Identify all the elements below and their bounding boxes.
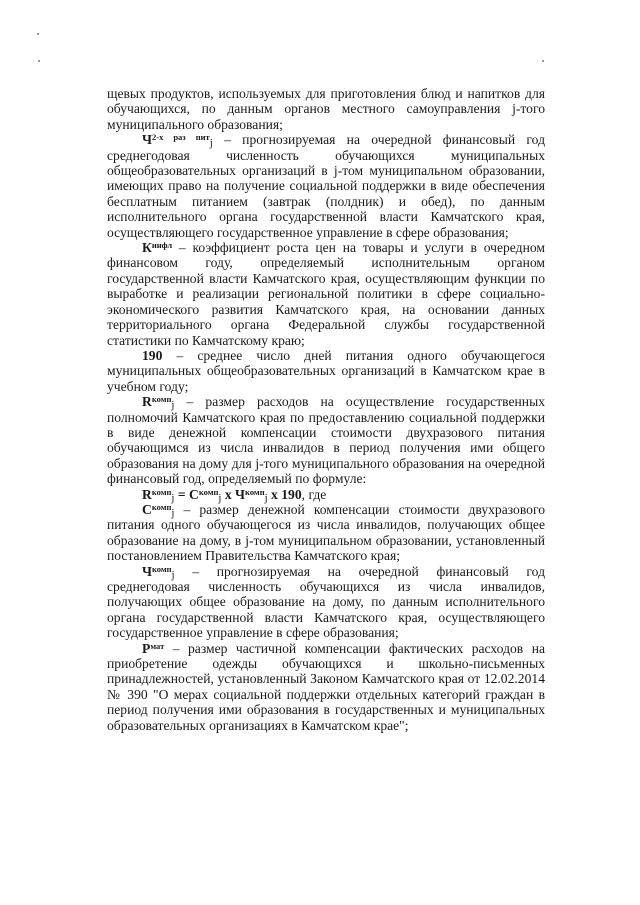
- symbol: 190: [142, 347, 163, 363]
- paragraph-inflation-coefficient: [107, 240, 545, 348]
- symbol-superscript: комп: [151, 563, 172, 574]
- formula-subscript: j: [264, 491, 268, 504]
- paragraph-compensation-size: [107, 502, 545, 564]
- paragraph-partial-compensation: [107, 641, 545, 733]
- formula-superscript: комп: [198, 486, 219, 497]
- symbol-subscript: j: [171, 506, 175, 519]
- paragraph-text: – прогнозируемая на очередной финансовый год среднегодовая численность обучающихся муниципальных общеобразовательных организаций в j-том муниципальном образовании, имеющих право на получение социальной поддержки в виде обеспечения бесплатным питанием (завтрак (полдник) и обед), по данным исполнительного органа государственной власти Камчатского края, осуществляющего государственное управление в сфере образования;: [107, 132, 545, 240]
- formula-superscript: комп: [245, 486, 265, 497]
- formula-ch: Ч: [235, 486, 246, 502]
- symbol-superscript: инфл: [151, 240, 173, 251]
- formula-multiply: x: [221, 486, 236, 502]
- symbol-superscript: мат: [150, 640, 165, 651]
- paragraph-text: – прогнозируемая на очередной финансовый год среднегодовая численность обучающихся из числа инвалидов, получающих общее образование на дому, по данным исполнительного органа государственной власти Камчатского края, осуществляющего государственное управление в сфере образования;: [107, 563, 545, 641]
- paragraph-compensation-expenses: [107, 394, 545, 486]
- paragraph-days-count: [107, 348, 545, 394]
- scan-speck: [38, 60, 40, 62]
- document-body: [107, 86, 545, 733]
- formula-r: R: [142, 486, 152, 502]
- formula-subscript: j: [218, 491, 222, 504]
- symbol: R: [142, 394, 152, 410]
- paragraph-students-count: [107, 132, 545, 240]
- paragraph-text: – коэффициент роста цен на товары и услуги в очередном финансовом году, определяемый исполнительным органом государственной власти Камчатского края, осуществляющим функции по выработке и реализации региональной политики в сфере социально-экономического развития Камчатского края, на основании данных территориального органа Федеральной службы государственной статистики по Камчатскому краю;: [107, 240, 545, 348]
- formula: [107, 487, 545, 502]
- symbol: C: [142, 501, 152, 517]
- symbol: Ч: [142, 563, 152, 579]
- paragraph-text: – размер денежной компенсации стоимости двухразового питания одного обучающегося из числа инвалидов, получающих общее образование на дому, в j-том муниципальном образовании, установленный постановлением Правительства Камчатского края;: [107, 501, 545, 564]
- scan-speck: [542, 60, 544, 62]
- symbol-superscript: комп: [151, 394, 172, 405]
- symbol-superscript: комп: [151, 501, 172, 512]
- formula-tail: , где: [301, 486, 327, 502]
- symbol: К: [142, 240, 152, 256]
- formula-c: C: [189, 486, 199, 502]
- paragraph-text: – размер частичной компенсации фактических расходов на приобретение одежды обучающихся и школьно-письменных принадлежностей, установленный Законом Камчатского края от 12.02.2014 № 390 "О мерах социальной поддержки отдельных категорий граждан в период получения ими образования в государственных и муниципальных образовательных организациях в Камчатском крае";: [107, 640, 545, 733]
- symbol-subscript: j: [171, 399, 175, 412]
- paragraph-text: – среднее число дней питания одного обучающегося муниципальных общеобразовательных организаций в Камчатском крае в учебном году;: [107, 347, 545, 394]
- scan-speck: [37, 33, 39, 35]
- symbol: Ч: [142, 132, 152, 148]
- symbol-subscript: j: [171, 568, 175, 581]
- formula-multiply-190: x 190: [267, 486, 302, 502]
- symbol-subscript: j: [209, 137, 213, 150]
- paragraph-text: щевых продуктов, используемых для приготовления блюд и напитков для обучающихся, по данным органов местного самоуправления j-того муниципального образования;: [107, 86, 545, 132]
- paragraph-food-products: [107, 86, 545, 132]
- paragraph-text: – размер расходов на осуществление государственных полномочий Камчатского края по предоставлению социальной поддержки в виде денежной компенсации стоимости двухразового питания обучающимся из числа инвалидов в период получения ими общего образования на дому для j-того муниципального образования на очередной финансовый год, определяемый по формуле:: [107, 394, 545, 487]
- symbol: Р: [142, 640, 151, 656]
- symbol-superscript: 2-х раз пит: [151, 132, 210, 143]
- formula-superscript: комп: [151, 486, 172, 497]
- formula-equals: =: [174, 486, 189, 502]
- formula-subscript: j: [171, 491, 175, 504]
- paragraph-disabled-students-count: [107, 564, 545, 641]
